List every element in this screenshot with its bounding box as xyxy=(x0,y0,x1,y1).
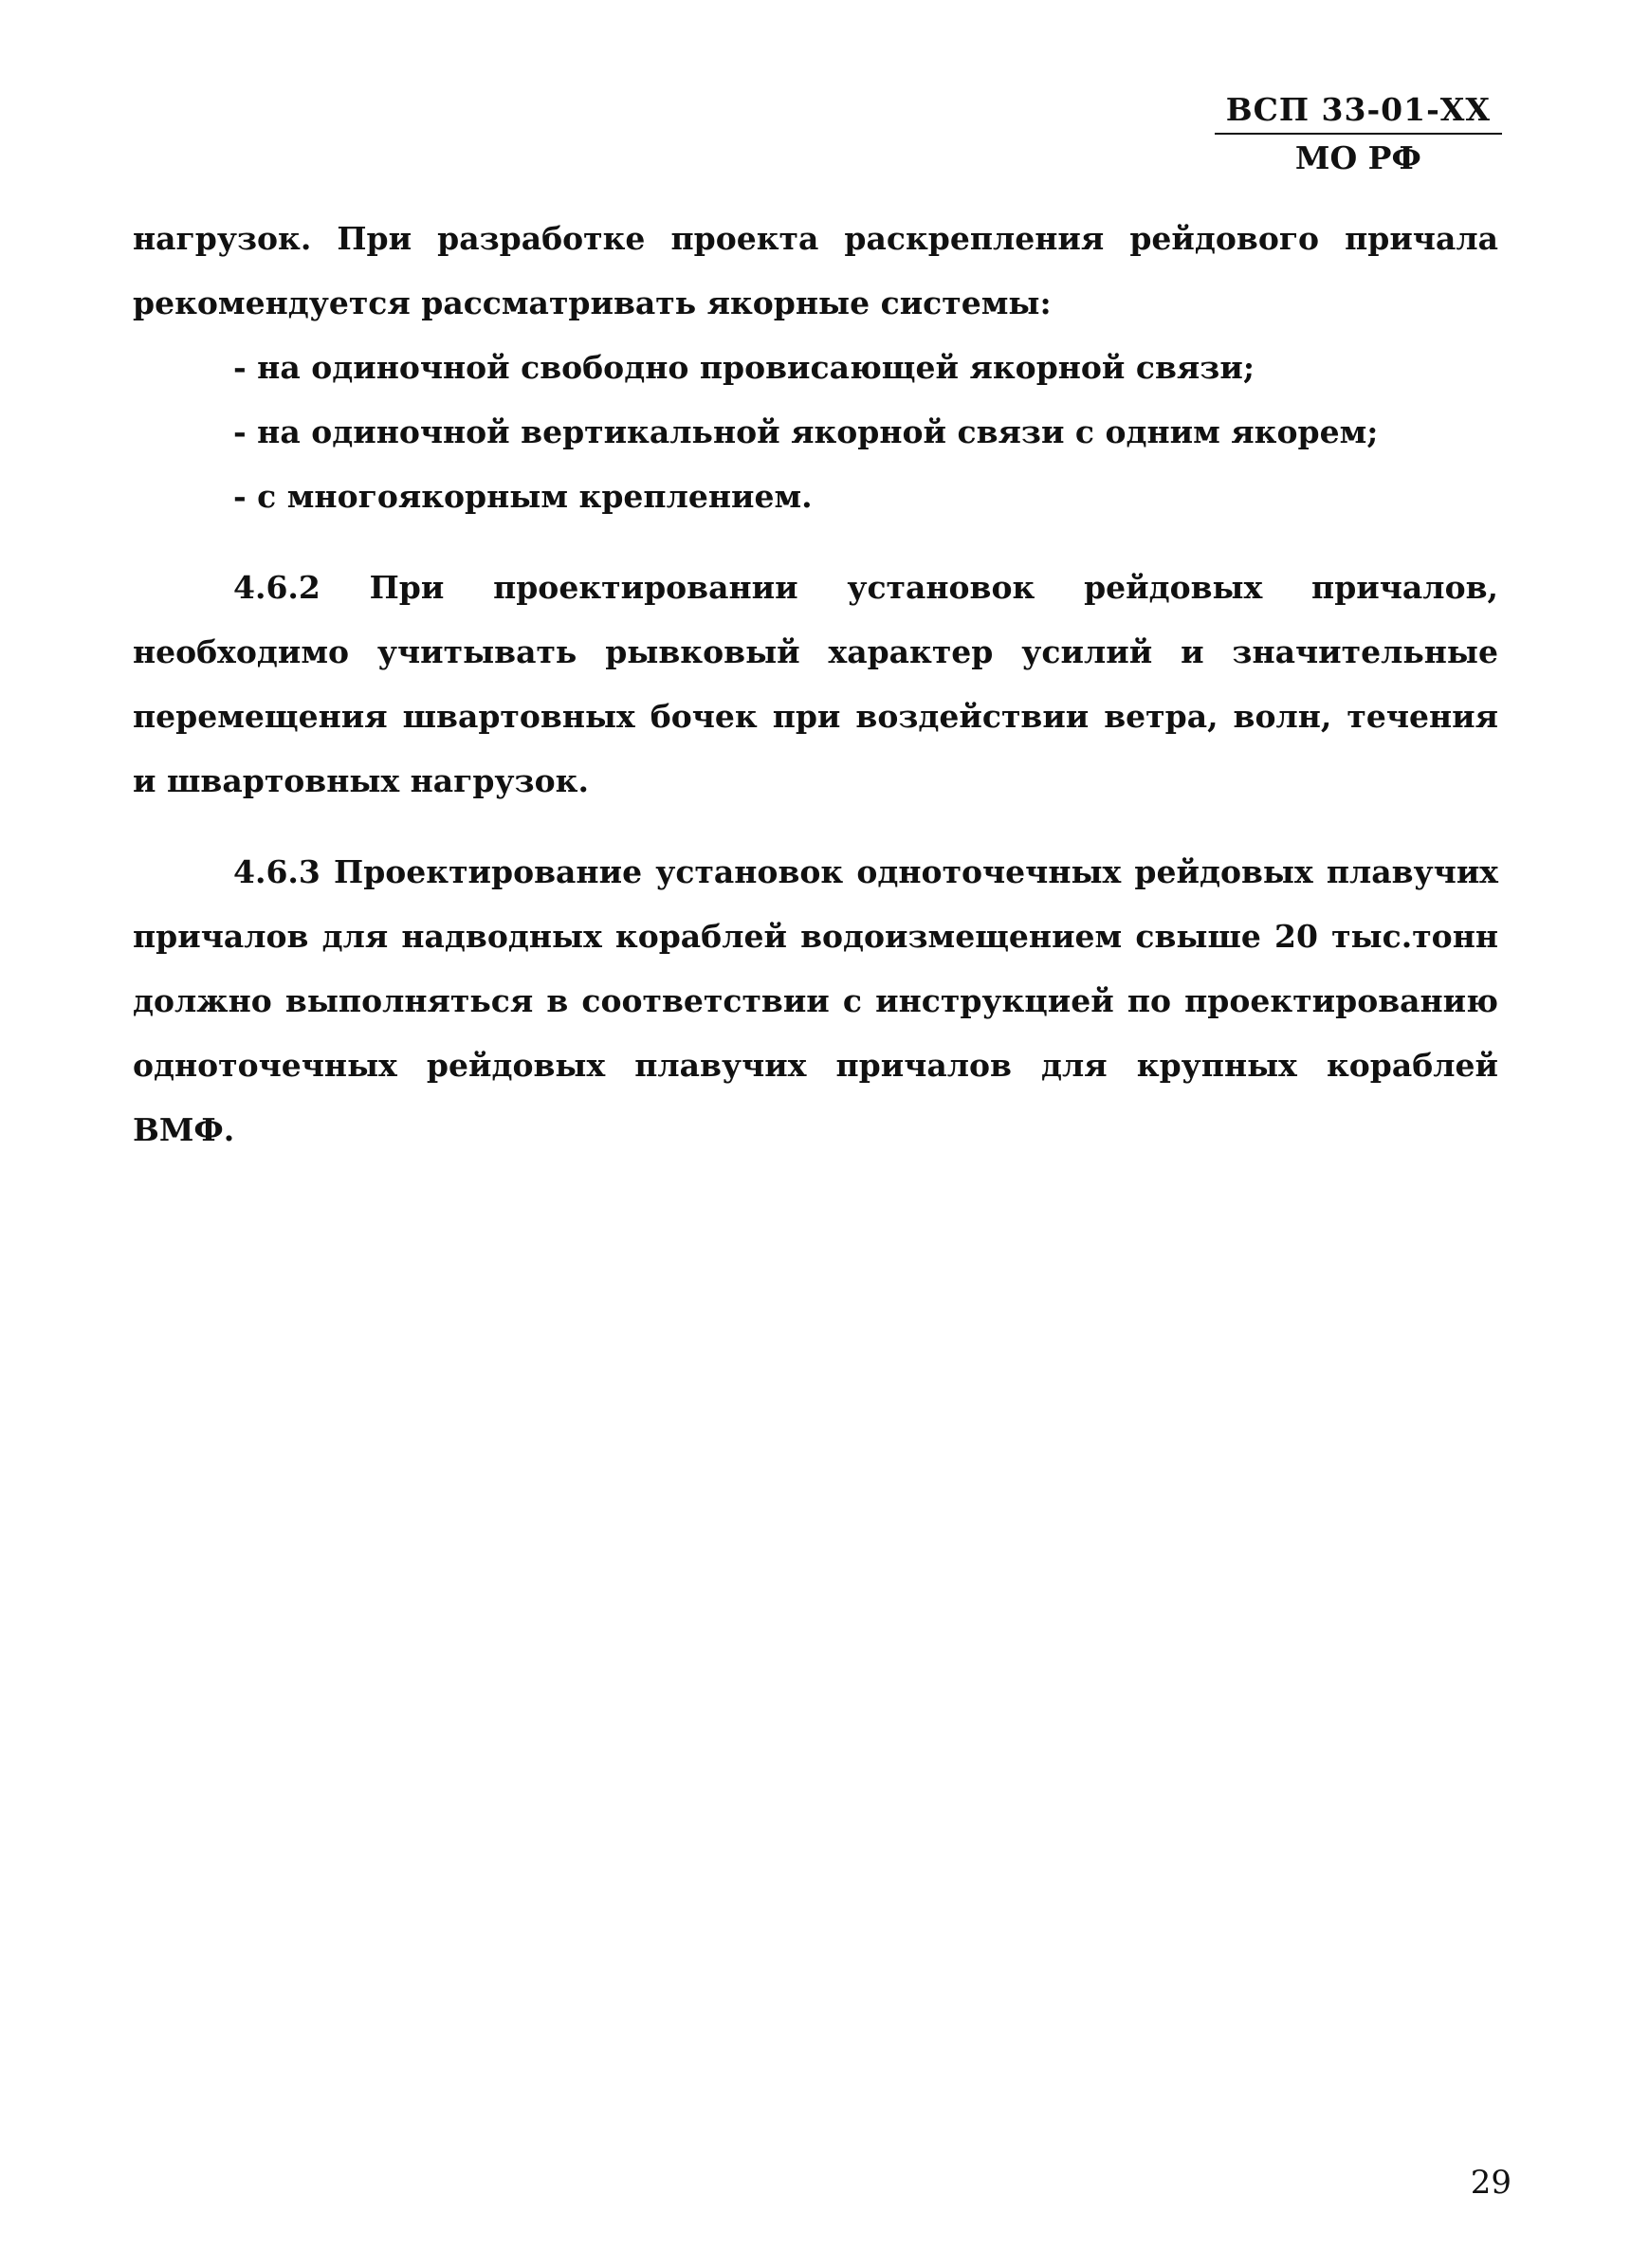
list-item: - на одиночной свободно провисающей якорной связи; xyxy=(233,349,1255,386)
list-item: - на одиночной вертикальной якорной связи с одним якорем; xyxy=(233,413,1379,450)
intro-paragraph: нагрузок. При разработке проекта раскрепления рейдового причала рекомендуется рассматривать якорные системы: xyxy=(133,220,1498,321)
document-organization: МО РФ xyxy=(1294,139,1421,177)
document-header xyxy=(1215,90,1502,178)
paragraph-4-6-2: 4.6.2 При проектировании установок рейдовых причалов, необходимо учитывать рывковый характер усилий и значительные перемещения швартовных бочек при воздействии ветра, волн, течения и швартовных нагрузок. xyxy=(133,569,1498,799)
list-item: - с многоякорным креплением. xyxy=(233,478,813,515)
page-number: 29 xyxy=(1470,2164,1512,2202)
paragraph-4-6-3: 4.6.3 Проектирование установок одноточечных рейдовых плавучих причалов для надводных кораблей водоизмещением свыше 20 тыс.тонн должно выполняться в соответствии с инструкцией по проектированию одноточечных рейдовых плавучих причалов для крупных кораблей ВМФ. xyxy=(133,853,1498,1148)
document-code: ВСП 33-01-ХХ xyxy=(1215,90,1502,135)
document-body xyxy=(133,207,1498,1162)
